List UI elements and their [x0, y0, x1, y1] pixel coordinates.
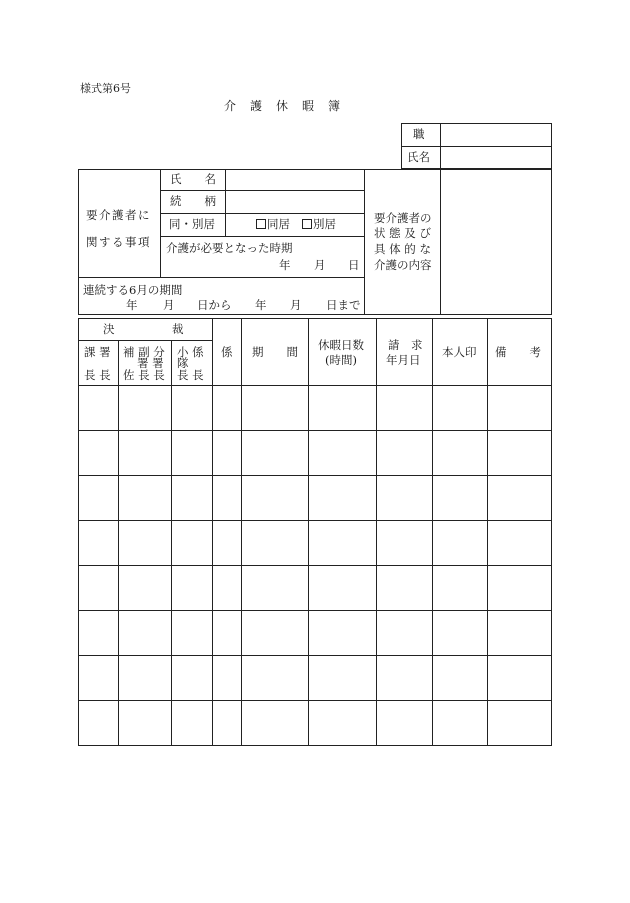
- col-days-header-1: 休暇日数: [318, 338, 364, 352]
- cohabit-checkbox[interactable]: [256, 219, 266, 229]
- care-section-label-1: 要介護者に: [86, 208, 151, 222]
- col-request-header-1: 請 求: [388, 338, 423, 352]
- period-to-year: 年: [255, 298, 267, 312]
- state-label-1: 要介護者の: [374, 211, 432, 225]
- table-row[interactable]: [79, 611, 551, 654]
- decision-sub2-line1: 補 副 分: [123, 345, 165, 359]
- separate-checkbox[interactable]: [302, 219, 312, 229]
- col-period-header: 期 間: [252, 345, 298, 359]
- decision-sub3-line3: 長 長: [177, 368, 204, 382]
- table-row[interactable]: [79, 656, 551, 699]
- col-remarks-header: 備 考: [495, 345, 541, 359]
- need-time-year: 年: [279, 258, 291, 272]
- table-row[interactable]: [79, 431, 551, 474]
- col-seal-header: 本人印: [442, 345, 477, 359]
- decision-sub3-line1: 小 係: [177, 345, 204, 359]
- decision-sub1-line1: 課 署: [84, 345, 111, 359]
- decision-sub2-line3: 佐 長 長: [123, 368, 165, 382]
- name-label: 氏名: [407, 150, 430, 164]
- care-section-label-2: 関する事項: [86, 235, 151, 249]
- period-from-month: 月: [163, 298, 175, 312]
- decision-sub2-line2: 署 署: [137, 356, 164, 370]
- relation-label: 続 柄: [170, 194, 216, 208]
- separate-option[interactable]: [302, 219, 336, 231]
- table-row[interactable]: [79, 476, 551, 519]
- decision-sub1-line2: 長 長: [84, 368, 111, 382]
- form-number: 様式第6号: [80, 82, 131, 95]
- cohabit-option[interactable]: [256, 219, 290, 231]
- form-title: 介 護 休 暇 簿: [224, 99, 342, 113]
- state-label-4: 介護の内容: [374, 258, 432, 272]
- period-from-year: 年: [126, 298, 138, 312]
- table-row[interactable]: [79, 386, 551, 429]
- position-field[interactable]: [442, 125, 550, 145]
- table-row[interactable]: [79, 566, 551, 609]
- need-time-label: 介護が必要となった時期: [166, 241, 293, 255]
- relation-field[interactable]: [227, 192, 362, 212]
- col-staff-header: 係: [221, 345, 233, 359]
- position-label: 職: [413, 127, 425, 141]
- recipient-name-field[interactable]: [227, 171, 362, 189]
- col-request-header-2: 年月日: [386, 353, 421, 367]
- decision-header: 決 裁: [103, 322, 184, 336]
- table-row[interactable]: [79, 701, 551, 745]
- period-from-day: 日から: [197, 298, 232, 312]
- cohabit-option-label: 同居: [267, 217, 290, 231]
- need-time-day: 日: [348, 258, 360, 272]
- residence-label: 同・別居: [169, 217, 215, 231]
- separate-option-label: 別居: [313, 217, 336, 231]
- period-label: 連続する6月の期間: [83, 283, 183, 297]
- state-label-2: 状 態 及 び: [374, 226, 431, 240]
- table-row[interactable]: [79, 521, 551, 564]
- need-time-month: 月: [314, 258, 326, 272]
- decision-sub3-line2: 隊: [177, 356, 189, 370]
- col-days-header-2: (時間): [325, 353, 357, 367]
- recipient-name-label: 氏 名: [170, 172, 216, 186]
- period-to-day: 日まで: [326, 298, 361, 312]
- state-label-3: 具 体 的 な: [374, 242, 431, 256]
- period-to-month: 月: [290, 298, 302, 312]
- name-field[interactable]: [442, 148, 550, 168]
- state-content-field[interactable]: [442, 171, 550, 313]
